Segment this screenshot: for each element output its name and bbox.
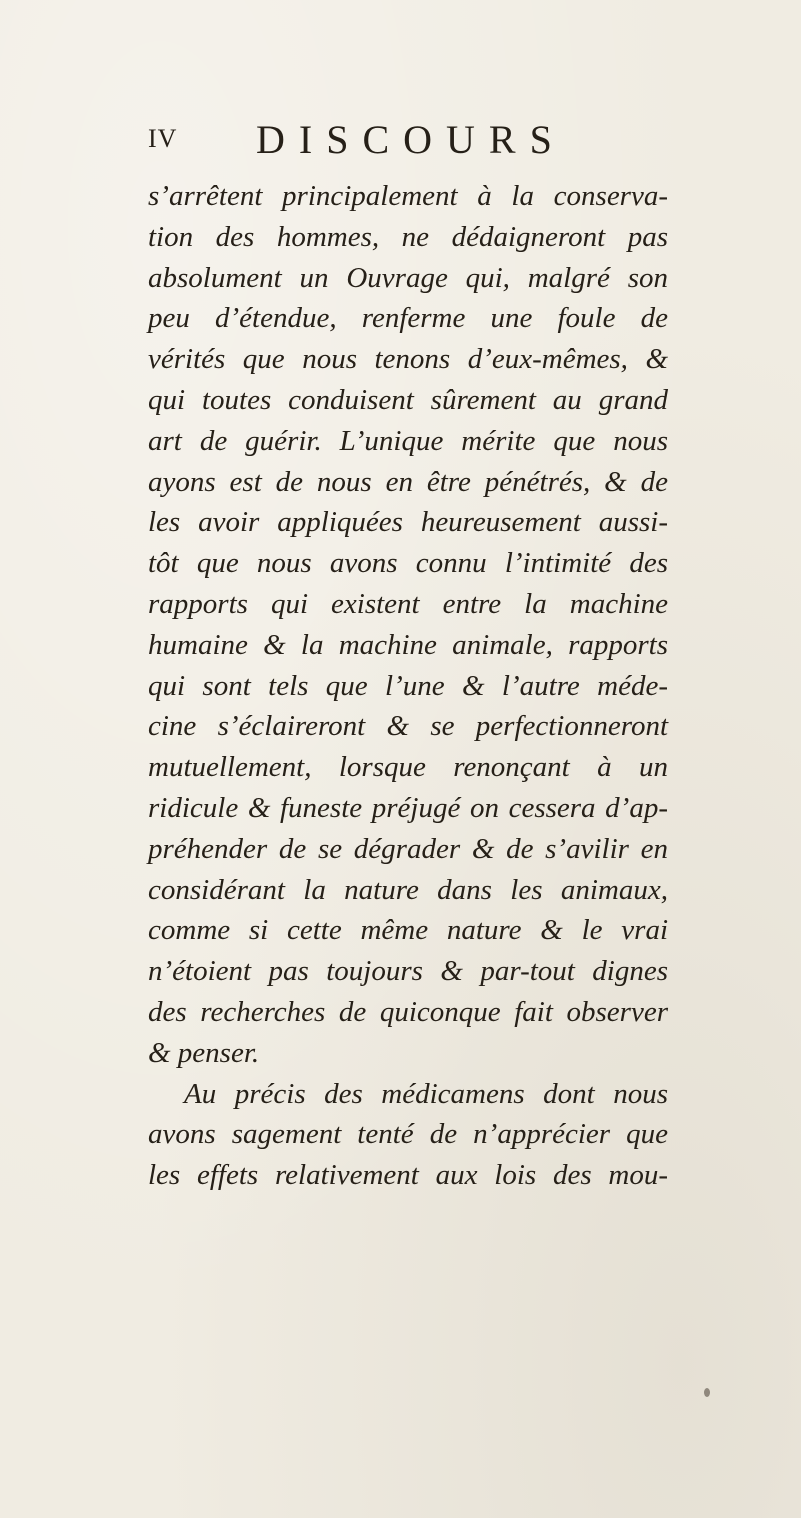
text-line: absolument un Ouvrage qui, malgré son: [148, 261, 668, 294]
text-line: avons sagement tenté de n’apprécier que: [148, 1118, 668, 1151]
text-line: vérités que nous tenons d’eux-mêmes, &: [148, 343, 668, 376]
text-line: art de guérir. L’unique mérite que nous: [148, 424, 668, 457]
text-line: considérant la nature dans les animaux,: [148, 873, 668, 906]
text-line: rapports qui existent entre la machine: [148, 587, 668, 620]
text-line: s’arrêtent principalement à la conserva-: [148, 180, 668, 212]
text-line: les avoir appliquées heureusement aussi-: [148, 506, 668, 539]
text-line: mutuellement, lorsque renonçant à un: [148, 751, 668, 784]
text-line: humaine & la machine animale, rapports: [148, 628, 668, 661]
text-line: des recherches de quiconque fait observer: [148, 995, 668, 1028]
text-line: qui sont tels que l’une & l’autre méde-: [148, 669, 668, 702]
text-line: cine s’éclaireront & se perfectionneront: [148, 710, 668, 743]
text-line: ridicule & funeste préjugé on cessera d’ap-: [148, 791, 668, 824]
text-line: tion des hommes, ne dédaigneront pas: [148, 220, 668, 253]
body-text: [148, 176, 668, 1196]
text-line: qui toutes conduisent sûrement au grand: [148, 383, 668, 416]
text-line: Au précis des médicamens dont nous: [184, 1077, 668, 1110]
text-line: ayons est de nous en être pénétrés, & de: [148, 465, 668, 498]
text-line: tôt que nous avons connu l’intimité des: [148, 547, 668, 580]
text-line: n’étoient pas toujours & par-tout dignes: [148, 955, 668, 988]
text-line: & penser.: [148, 1036, 260, 1069]
page-number: IV: [148, 124, 178, 153]
ink-spot: [704, 1388, 710, 1397]
running-title: DISCOURS: [256, 117, 566, 162]
text-line: les effets relativement aux lois des mou-: [148, 1159, 668, 1192]
text-line: comme si cette même nature & le vrai: [148, 914, 668, 947]
text-line: préhender de se dégrader & de s’avilir en: [148, 832, 668, 865]
page-header: [148, 116, 668, 160]
text-line: peu d’étendue, renferme une foule de: [148, 302, 668, 335]
